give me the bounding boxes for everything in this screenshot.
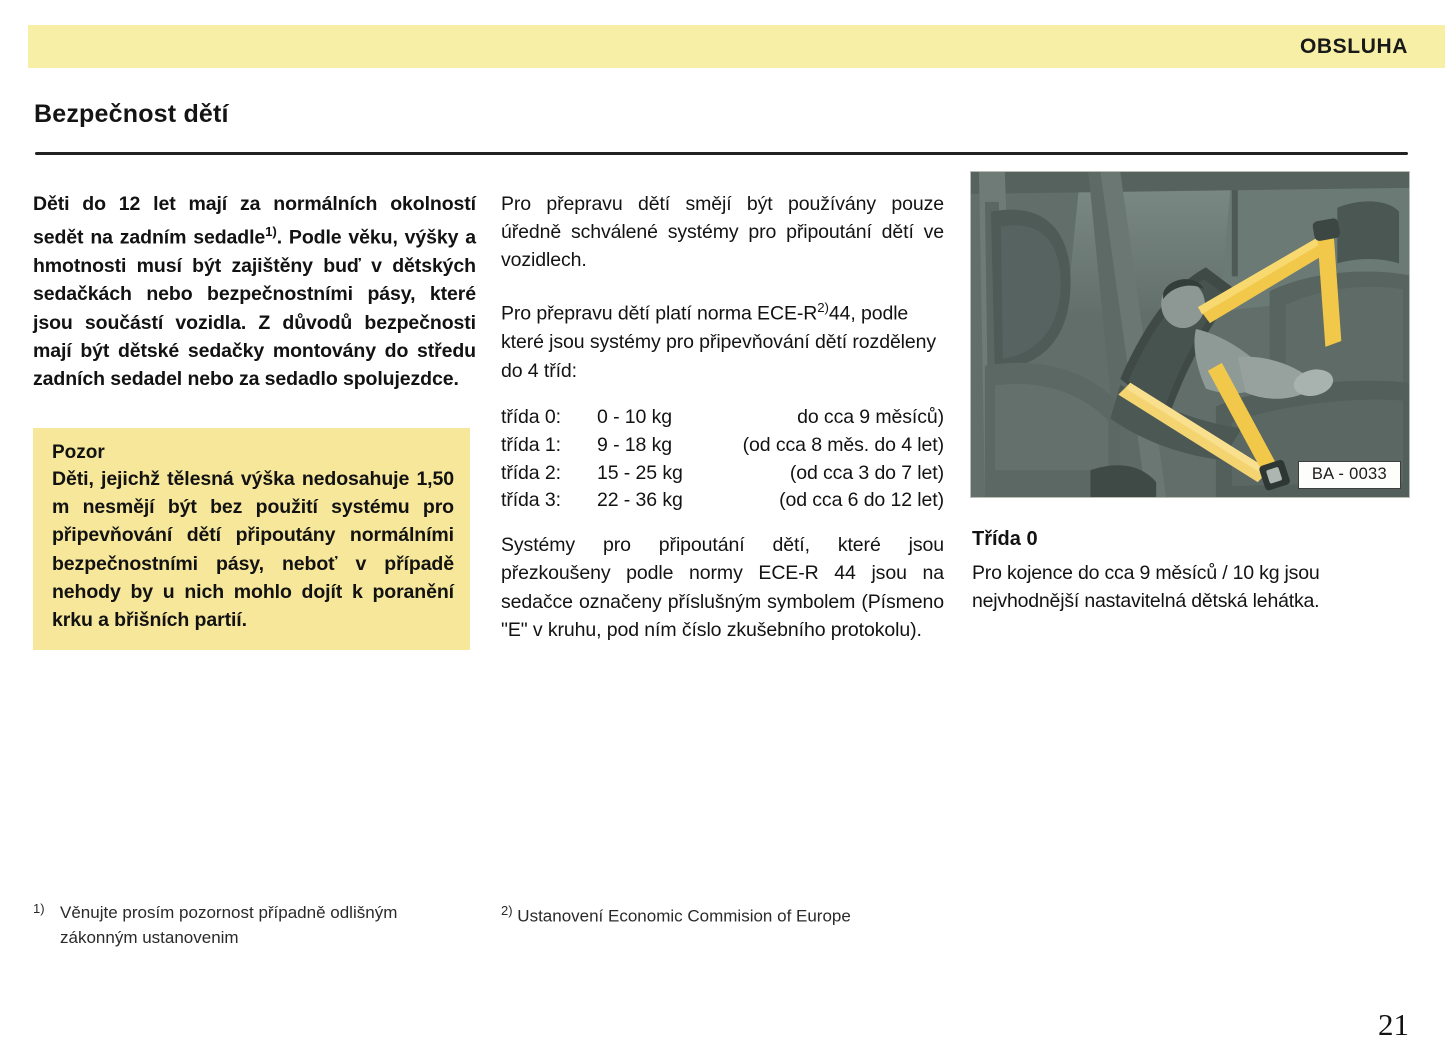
child-seat-illustration	[970, 171, 1410, 498]
class-label: třída 1:	[501, 434, 561, 457]
class-label: třída 0:	[501, 406, 561, 429]
figure-caption-title: Třída 0	[972, 528, 1038, 550]
footnote-two-marker: 2)	[501, 903, 513, 918]
middle-paragraph-1: Pro přepravu dětí smějí být používány pouze úředně schválené systémy pro připoutání dětí ve vozidlech.	[501, 192, 944, 272]
header-band	[28, 25, 1445, 68]
child-restraint-class-list	[501, 404, 944, 514]
class-weight: 15 - 25 kg	[597, 461, 683, 484]
class-weight: 0 - 10 kg	[597, 406, 672, 429]
left-paragraph-1	[33, 190, 476, 394]
illustration-graphic	[971, 172, 1409, 497]
class-age: (od cca 8 měs. do 4 let)	[742, 434, 944, 457]
left-column	[33, 170, 476, 413]
figure-code-label: BA - 0033	[1298, 461, 1401, 489]
class-weight: 9 - 18 kg	[597, 434, 672, 457]
page-number: 21	[1378, 1007, 1409, 1042]
left-paragraph-1-suffix: . Podle věku, výšky a hmotnosti musí být zajištěny buď v dětských sedačkách nebo bezpečnostními pásy, které jsou součástí vozidla. Z důvodů bezpečnosti mají být dětské sedačky montovány do středu zadních sedadel nebo za sedadlo spolujezdce.	[33, 226, 476, 391]
left-paragraph-1-prefix: Děti do 12 let mají za normálních okolností sedět na zadním sedadle	[33, 192, 476, 249]
class-weight: 22 - 36 kg	[597, 489, 683, 512]
footnote-one	[33, 900, 473, 950]
class-label: třída 3:	[501, 489, 561, 512]
footnote-ref-2: 2)	[817, 300, 829, 316]
figure-caption-text: Pro kojence do cca 9 měsíců / 10 kg jsou nejvhodnější nastavitelná dětská lehátka.	[972, 562, 1320, 612]
class-row	[501, 432, 944, 460]
class-age: (od cca 6 do 12 let)	[779, 489, 944, 512]
page-title: Bezpečnost dětí	[34, 100, 229, 128]
middle-paragraph-2-prefix: Pro přepravu dětí platí norma ECE-R	[501, 302, 818, 325]
class-label: třída 2:	[501, 461, 561, 484]
warning-text: Děti, jejichž tělesná výška nedosahuje 1,50 m nesmějí být bez použití systému pro připevňování dětí připoutány normálními bezpečnostními pásy, neboť v případě nehody by u nich mohlo dojít k poranění krku a břišních partií.	[52, 468, 454, 632]
footnote-two	[501, 898, 971, 929]
class-row	[501, 404, 944, 432]
middle-paragraph-3: Systémy pro připoutání dětí, které jsou přezkoušeny podle normy ECE-R 44 jsou na sedačce označeny příslušným symbolem (Písmeno "E" v kruhu, pod ním číslo zkušebního protokolu).	[501, 533, 944, 642]
footnote-one-text: Věnujte prosím pozornost případně odlišným zákonným ustanovenim	[60, 903, 398, 947]
class-age: (od cca 3 do 7 let)	[789, 461, 944, 484]
footnote-one-marker: 1)	[33, 901, 45, 916]
middle-paragraph-2-suffix: 44, podle které jsou systémy pro připevňování dětí rozděleny do 4 tříd:	[501, 302, 937, 382]
warning-title: Pozor	[52, 442, 105, 463]
class-row	[501, 460, 944, 488]
middle-paragraph-2	[501, 294, 944, 385]
middle-column	[501, 170, 944, 664]
header-chapter-label: OBSLUHA	[1299, 34, 1408, 58]
footnote-ref-1: 1)	[265, 223, 277, 239]
class-row	[501, 487, 944, 515]
footnote-two-text: Ustanovení Economic Commision of Europe	[512, 906, 851, 926]
class-age: do cca 9 měsíců)	[797, 406, 944, 429]
title-divider	[35, 152, 1408, 155]
warning-box	[33, 428, 470, 650]
